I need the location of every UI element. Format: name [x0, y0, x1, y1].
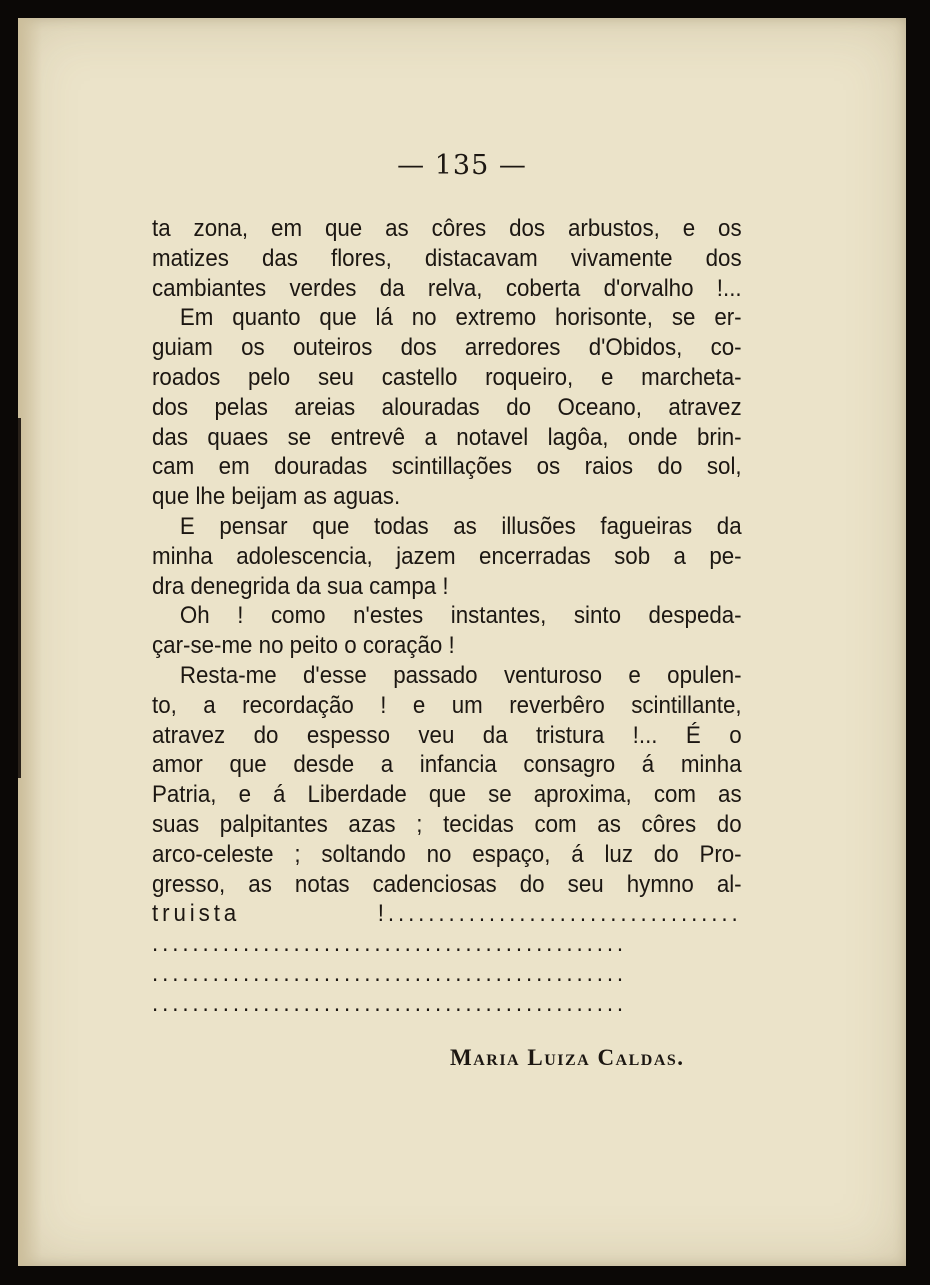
text-line: dos pelas areias alouradas do Oceano, atravez	[152, 393, 742, 421]
text-line: Patria, e á Liberdade que se aproxima, com as	[152, 781, 742, 809]
text-line: atravez do espesso veu da tristura !... É o	[152, 721, 742, 749]
dotted-line: ...............................................	[152, 989, 628, 1017]
page-number: — 135 —	[397, 150, 527, 181]
text-line: que lhe beijam as aguas.	[152, 483, 401, 511]
page-edge-shadow	[18, 18, 42, 1266]
text-line: roados pelo seu castello roqueiro, e marcheta-	[152, 363, 742, 391]
text-line: Resta-me d'esse passado venturoso e opulen-	[179, 661, 742, 689]
dotted-line: ...............................................	[152, 959, 628, 987]
text-line: guiam os outeiros dos arredores d'Obidos, co-	[152, 334, 742, 362]
binding-mark	[18, 418, 21, 778]
text-line: çar-se-me no peito o coração !	[152, 632, 455, 660]
text-line: minha adolescencia, jazem encerradas sob a pe-	[152, 542, 742, 570]
book-page	[18, 18, 906, 1266]
text-line: matizes das flores, distacavam vivamente dos	[152, 244, 742, 272]
text-line: dra denegrida da sua campa !	[152, 572, 449, 600]
text-line: E pensar que todas as illusões fagueiras da	[179, 512, 742, 540]
text-line: cam em douradas scintillações os raios do sol,	[152, 453, 742, 481]
text-line: arco-celeste ; soltando no espaço, á luz do Pro-	[152, 840, 742, 868]
text-line: Oh ! como n'estes instantes, sinto despeda-	[179, 602, 742, 630]
text-line: to, a recordação ! e um reverbêro scintillante,	[152, 691, 742, 719]
body-text	[152, 214, 742, 1019]
text-line: cambiantes verdes da relva, coberta d'orvalho !...	[152, 274, 742, 302]
text-line: gresso, as notas cadenciosas do seu hymno al-	[152, 870, 742, 898]
dotted-line: ...............................................	[152, 930, 628, 958]
text-line: truista !...................................	[152, 900, 742, 928]
text-line: suas palpitantes azas ; tecidas com as côres do	[152, 810, 742, 838]
author-signature: Maria Luiza Caldas.	[450, 1045, 685, 1070]
text-line: amor que desde a infancia consagro á minha	[152, 751, 742, 779]
text-line: das quaes se entrevê a notavel lagôa, onde brin-	[152, 423, 742, 451]
text-line: Em quanto que lá no extremo horisonte, se er-	[179, 304, 742, 332]
text-line: ta zona, em que as côres dos arbustos, e os	[152, 215, 742, 242]
